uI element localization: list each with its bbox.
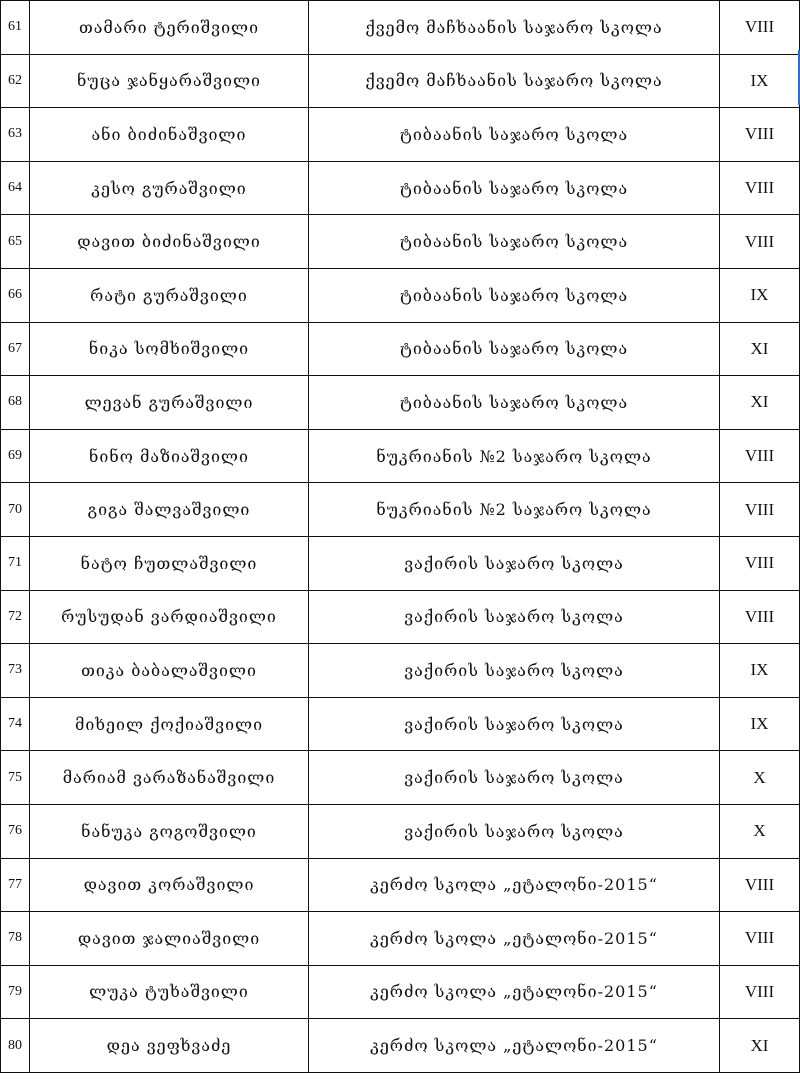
row-number: 67	[1, 322, 30, 376]
table-body	[1, 1, 800, 1073]
row-number: 69	[1, 429, 30, 483]
school-name: ტიბაანის საჯარო სკოლა	[309, 108, 720, 162]
table-row	[1, 1, 800, 55]
grade-level: XI	[720, 1019, 800, 1073]
student-name: მარიამ ვარაზანაშვილი	[30, 751, 309, 805]
table-row	[1, 536, 800, 590]
student-name: დავით ჯალიაშვილი	[30, 912, 309, 966]
school-name: ქვემო მაჩხაანის საჯარო სკოლა	[309, 1, 720, 55]
row-number: 70	[1, 483, 30, 537]
student-name: თიკა ბაბალაშვილი	[30, 644, 309, 698]
grade-level: X	[720, 751, 800, 805]
school-name: ვაქირის საჯარო სკოლა	[309, 590, 720, 644]
row-number: 75	[1, 751, 30, 805]
grade-level: VIII	[720, 1, 800, 55]
grade-level: IX	[720, 697, 800, 751]
student-name: გიგა შალვაშვილი	[30, 483, 309, 537]
student-name: დავით კორაშვილი	[30, 858, 309, 912]
grade-level: IX	[720, 54, 800, 108]
grade-level: IX	[720, 268, 800, 322]
table-row	[1, 322, 800, 376]
student-name: ნუცა ჯანყარაშვილი	[30, 54, 309, 108]
row-number: 76	[1, 804, 30, 858]
school-name: ტიბაანის საჯარო სკოლა	[309, 268, 720, 322]
grade-level: VIII	[720, 912, 800, 966]
table-row	[1, 483, 800, 537]
school-name: ვაქირის საჯარო სკოლა	[309, 751, 720, 805]
grade-level: IX	[720, 644, 800, 698]
student-name: ანი ბიძინაშვილი	[30, 108, 309, 162]
student-name: რუსუდან ვარდიაშვილი	[30, 590, 309, 644]
table-row	[1, 751, 800, 805]
school-name: ტიბაანის საჯარო სკოლა	[309, 322, 720, 376]
row-number: 77	[1, 858, 30, 912]
row-number: 62	[1, 54, 30, 108]
school-name: ნუკრიანის №2 საჯარო სკოლა	[309, 483, 720, 537]
student-name: ნიკა სომხიშვილი	[30, 322, 309, 376]
school-name: კერძო სკოლა „ეტალონი-2015“	[309, 858, 720, 912]
table-row	[1, 215, 800, 269]
table-row	[1, 858, 800, 912]
school-name: ვაქირის საჯარო სკოლა	[309, 697, 720, 751]
grade-level: VIII	[720, 161, 800, 215]
table-row	[1, 804, 800, 858]
school-name: ნუკრიანის №2 საჯარო სკოლა	[309, 429, 720, 483]
row-number: 64	[1, 161, 30, 215]
row-number: 63	[1, 108, 30, 162]
row-number: 61	[1, 1, 30, 55]
school-name: ქვემო მაჩხაანის საჯარო სკოლა	[309, 54, 720, 108]
student-name: კესო გურაშვილი	[30, 161, 309, 215]
table-row	[1, 376, 800, 430]
row-number: 72	[1, 590, 30, 644]
school-name: ვაქირის საჯარო სკოლა	[309, 804, 720, 858]
grade-level: VIII	[720, 858, 800, 912]
table-row	[1, 1019, 800, 1073]
school-name: ტიბაანის საჯარო სკოლა	[309, 161, 720, 215]
school-name: კერძო სკოლა „ეტალონი-2015“	[309, 965, 720, 1019]
student-name: თამარი ტერიშვილი	[30, 1, 309, 55]
row-number: 71	[1, 536, 30, 590]
table-row	[1, 268, 800, 322]
row-number: 78	[1, 912, 30, 966]
school-name: კერძო სკოლა „ეტალონი-2015“	[309, 1019, 720, 1073]
student-name: ლუკა ტუხაშვილი	[30, 965, 309, 1019]
grade-level: X	[720, 804, 800, 858]
grade-level: VIII	[720, 965, 800, 1019]
student-name: ლევან გურაშვილი	[30, 376, 309, 430]
row-number: 65	[1, 215, 30, 269]
student-name: ნინო მაზიაშვილი	[30, 429, 309, 483]
row-number: 66	[1, 268, 30, 322]
table-row	[1, 108, 800, 162]
student-name: მიხეილ ქოქიაშვილი	[30, 697, 309, 751]
student-name: დეა ვეფხვაძე	[30, 1019, 309, 1073]
grade-level: VIII	[720, 483, 800, 537]
row-number: 68	[1, 376, 30, 430]
grade-level: VIII	[720, 429, 800, 483]
grade-level: XI	[720, 376, 800, 430]
table-row	[1, 429, 800, 483]
school-name: ტიბაანის საჯარო სკოლა	[309, 215, 720, 269]
school-name: ტიბაანის საჯარო სკოლა	[309, 376, 720, 430]
grade-level: XI	[720, 322, 800, 376]
student-name: დავით ბიძინაშვილი	[30, 215, 309, 269]
table-row	[1, 697, 800, 751]
row-number: 79	[1, 965, 30, 1019]
grade-level: VIII	[720, 590, 800, 644]
school-name: ვაქირის საჯარო სკოლა	[309, 644, 720, 698]
school-name: კერძო სკოლა „ეტალონი-2015“	[309, 912, 720, 966]
student-name: ნანუკა გოგოშვილი	[30, 804, 309, 858]
grade-level: VIII	[720, 108, 800, 162]
table-row	[1, 161, 800, 215]
table-row	[1, 965, 800, 1019]
row-number: 73	[1, 644, 30, 698]
grade-level: VIII	[720, 215, 800, 269]
table-row	[1, 590, 800, 644]
table-row	[1, 912, 800, 966]
table-row	[1, 644, 800, 698]
row-number: 74	[1, 697, 30, 751]
grade-level: VIII	[720, 536, 800, 590]
table-row	[1, 54, 800, 108]
student-name: რატი გურაშვილი	[30, 268, 309, 322]
student-name: ნატო ჩუთლაშვილი	[30, 536, 309, 590]
school-name: ვაქირის საჯარო სკოლა	[309, 536, 720, 590]
row-number: 80	[1, 1019, 30, 1073]
